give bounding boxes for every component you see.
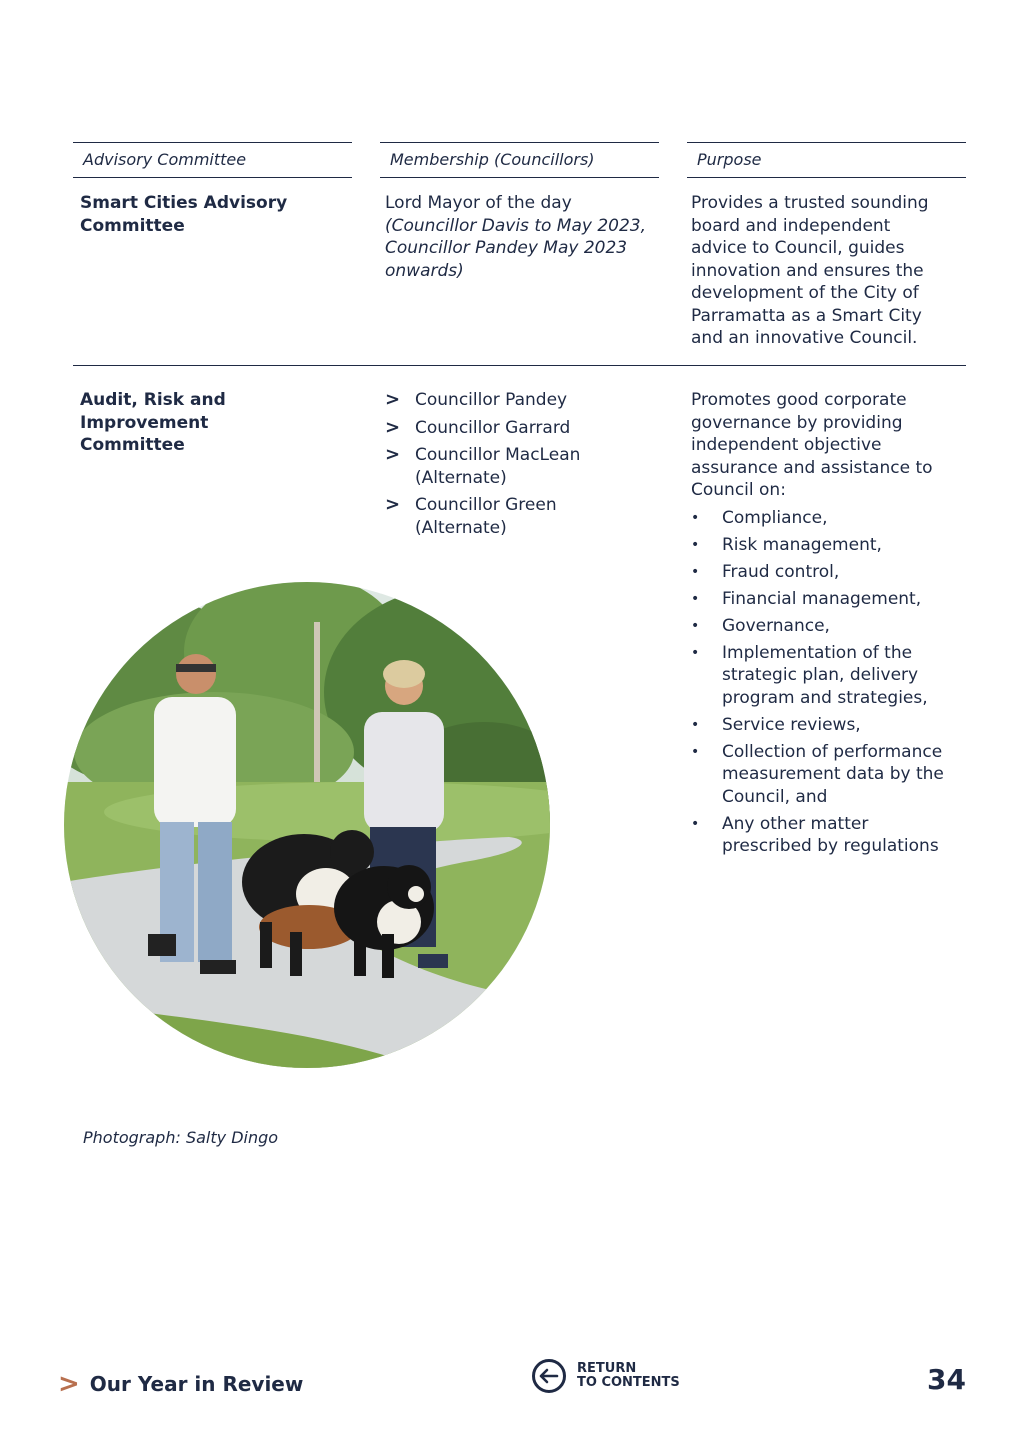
- membership-smart-cities: Lord Mayor of the day (Councillor Davis to May 2023, Councillor Pandey May 2023 onwards): [385, 193, 647, 281]
- bullet-icon: •: [691, 716, 700, 733]
- list-item: • Service reviews,: [691, 714, 861, 735]
- member-list: [385, 389, 675, 539]
- list-item: > Councillor MacLean (Alternate): [385, 444, 581, 488]
- footer-section-title: Our Year in Review: [89, 1372, 304, 1396]
- committee-name-smart-cities: Smart Cities Advisory Committee: [80, 193, 288, 236]
- photo-caption: Photograph: Salty Dingo: [83, 1128, 279, 1147]
- list-item: • Implementation of the strategic plan, delivery program and strategies,: [691, 642, 928, 708]
- bullet-icon: •: [691, 617, 700, 634]
- list-item: • Compliance,: [691, 507, 828, 528]
- header-membership: Membership (Councillors): [380, 142, 659, 178]
- photo-people-walking-dogs: [64, 582, 550, 1068]
- list-item: • Governance,: [691, 615, 830, 636]
- chevron-right-icon: >: [385, 389, 401, 410]
- header-advisory-committee: Advisory Committee: [73, 142, 352, 178]
- membership-audit-risk: [385, 389, 675, 544]
- list-item: > Councillor Garrard: [385, 416, 571, 438]
- list-item: • Financial management,: [691, 588, 922, 609]
- bullet-icon: •: [691, 743, 700, 760]
- list-item: • Collection of performance measurement data by the Council, and: [691, 741, 944, 807]
- bullet-icon: •: [691, 563, 700, 580]
- header-purpose: Purpose: [687, 142, 966, 178]
- page-number: 34: [927, 1363, 966, 1396]
- list-item: • Risk management,: [691, 534, 882, 555]
- bullet-icon: •: [691, 815, 700, 832]
- chevron-right-icon: >: [385, 444, 401, 465]
- chevron-right-icon: >: [385, 416, 401, 438]
- purpose-list: [691, 507, 991, 858]
- bullet-icon: •: [691, 590, 700, 607]
- return-to-contents-button[interactable]: [532, 1359, 680, 1393]
- chevron-right-icon: >: [385, 494, 401, 515]
- purpose-audit-risk: Promotes good corporate governance by providing independent objective assurance and assistance to Council on: • Compliance, • Risk management, • Fraud control, • Financial management, • Governance, • Implementation of the strategic plan, delivery program and strategies, • Service reviews, • Collection of performance measurement data by the Council, and • Any other matter prescribed by regulations: [691, 389, 991, 862]
- bullet-icon: •: [691, 644, 700, 661]
- arrow-left-icon: [532, 1359, 566, 1393]
- list-item: > Councillor Pandey: [385, 389, 568, 410]
- committee-name-audit-risk: Audit, Risk and Improvement Committee: [80, 390, 226, 455]
- purpose-smart-cities: Provides a trusted sounding board and independent advice to Council, guides innovation and ensures the development of the City of Parramatta as a Smart City and an innovative Council.: [691, 193, 929, 348]
- footer-section-link[interactable]: [58, 1369, 303, 1399]
- bullet-icon: •: [691, 509, 700, 526]
- row-divider: [73, 365, 966, 366]
- list-item: • Fraud control,: [691, 561, 840, 582]
- chevron-right-icon: >: [58, 1369, 80, 1399]
- bullet-icon: •: [691, 536, 700, 553]
- list-item: • Any other matter prescribed by regulations: [691, 813, 939, 856]
- return-label: RETURN TO CONTENTS: [577, 1361, 680, 1390]
- list-item: > Councillor Green (Alternate): [385, 494, 557, 538]
